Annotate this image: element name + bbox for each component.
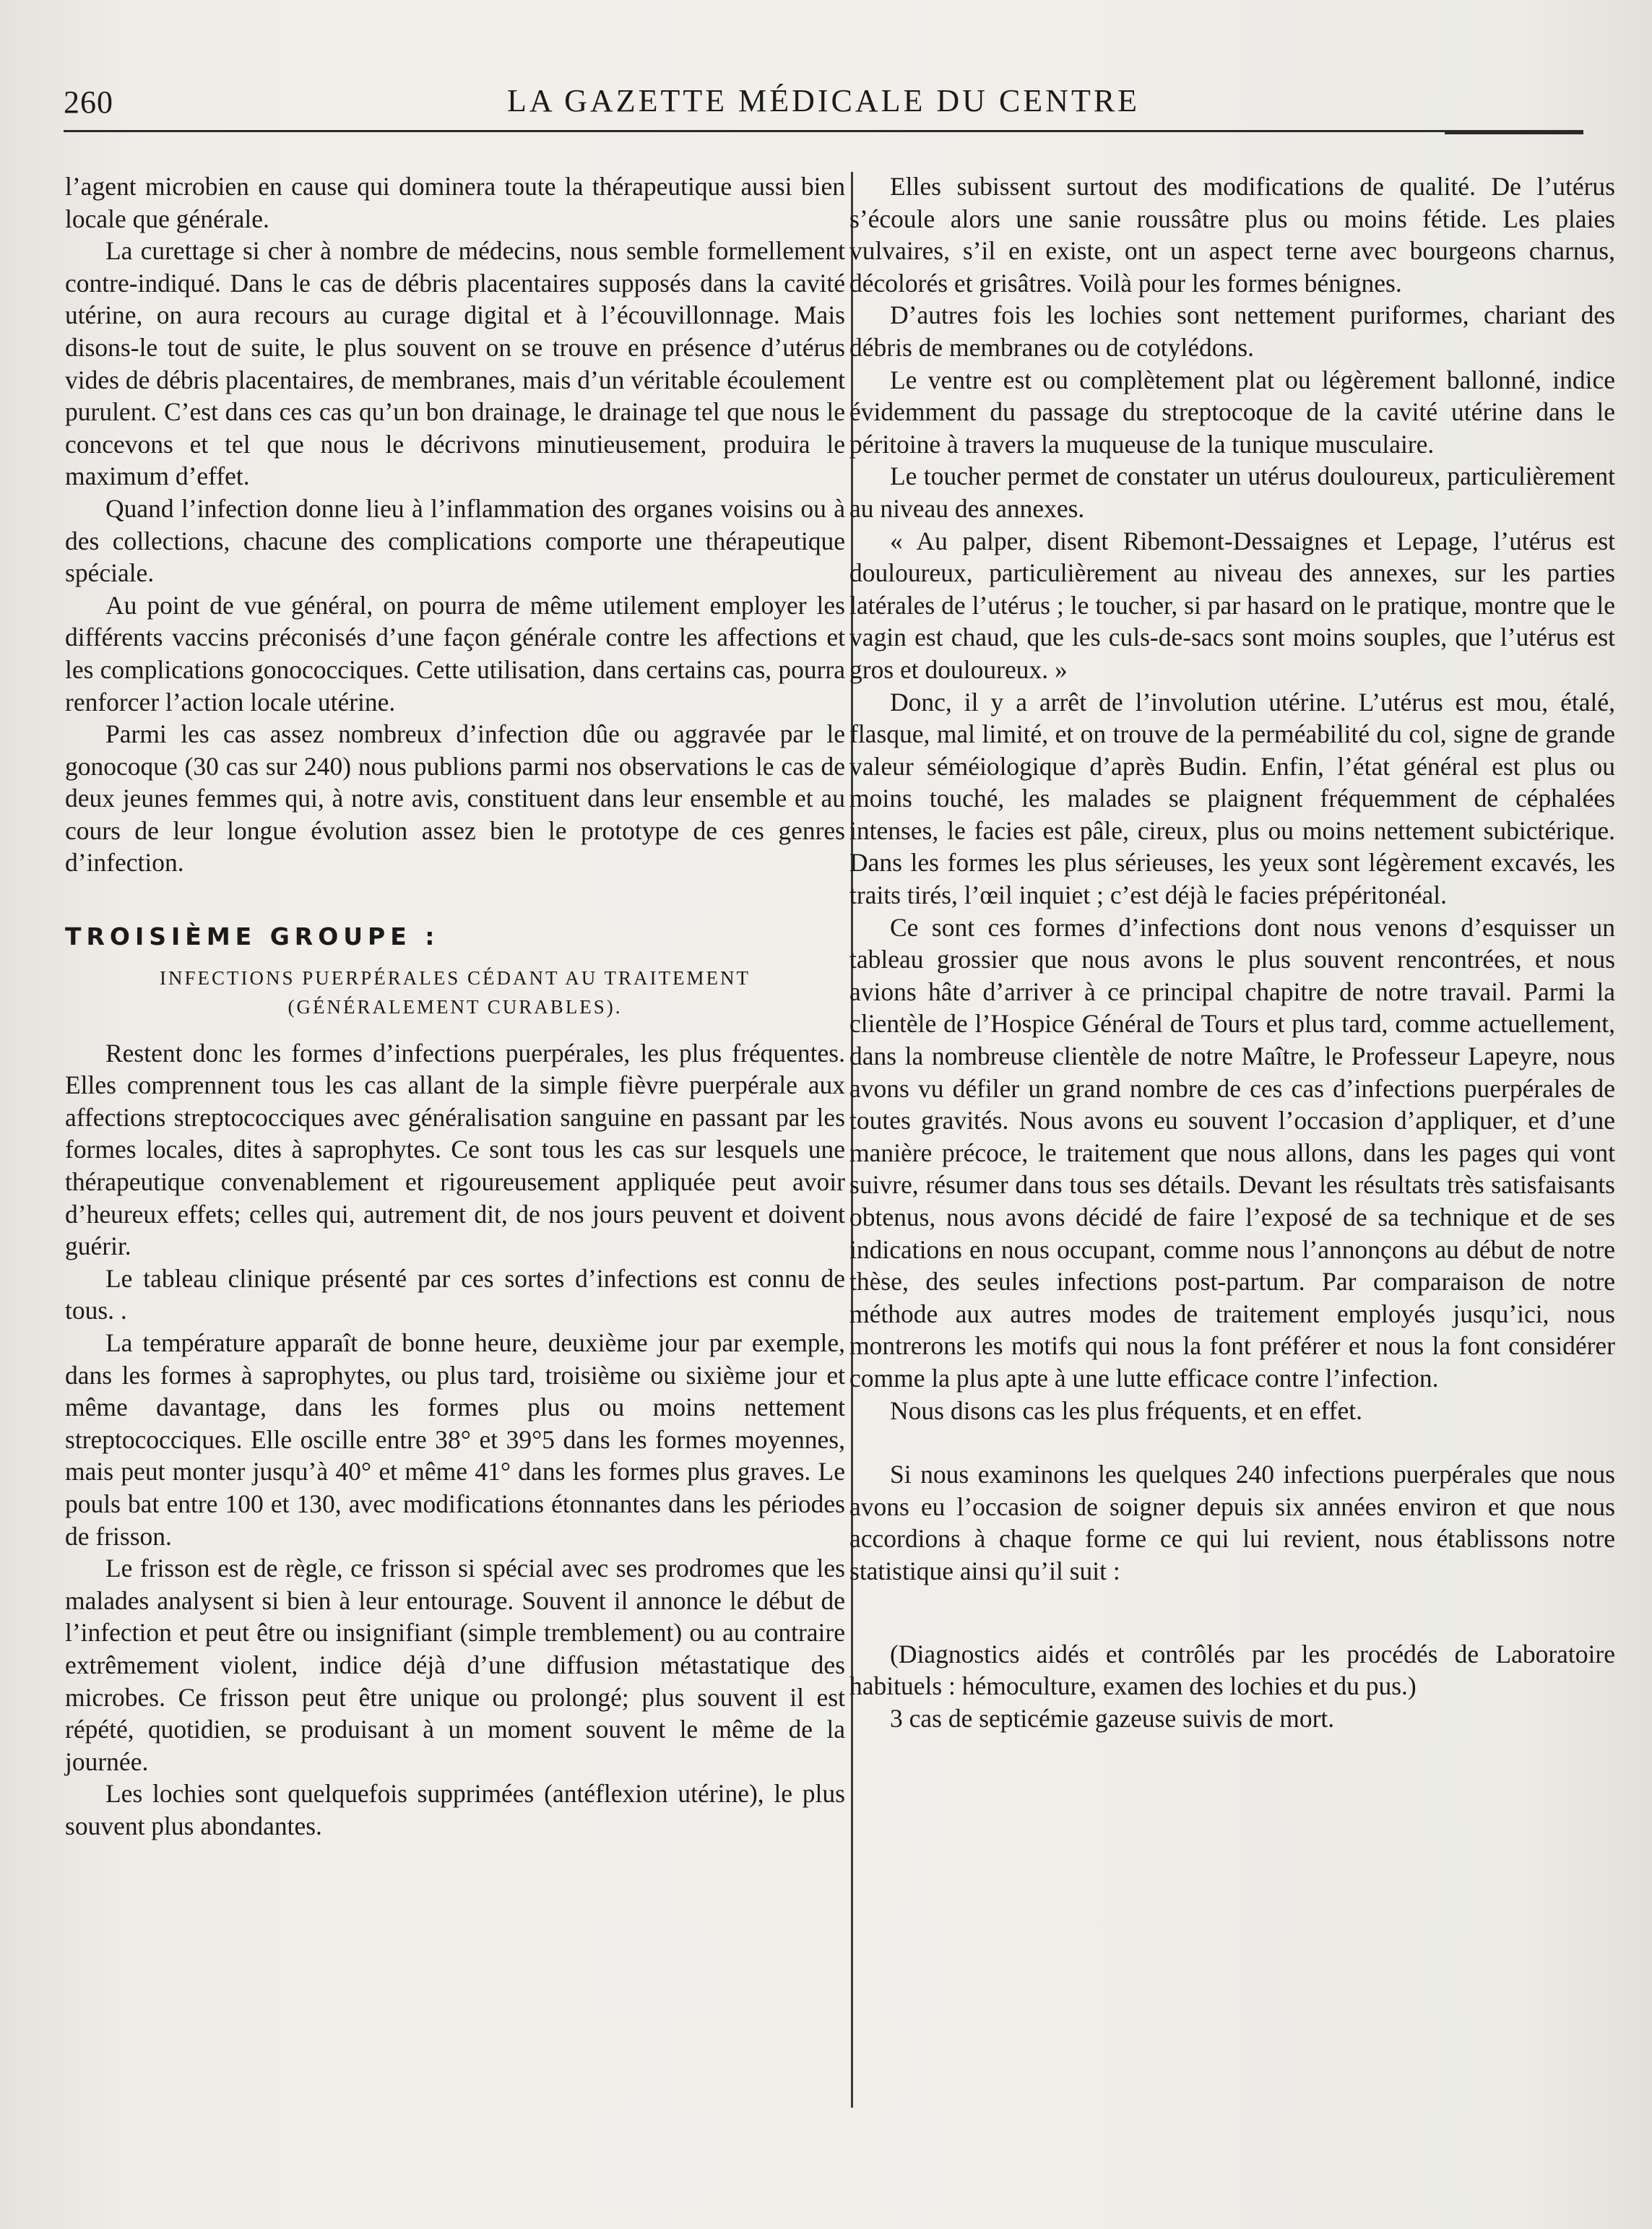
section-subtitle-line: INFECTIONS PUERPÉRALES CÉDANT AU TRAITEMENT	[159, 966, 751, 989]
paragraph: Les lochies sont quelquefois supprimées (antéflexion utérine), le plus souvent plus abondantes.	[65, 1779, 845, 1840]
paragraph: l’agent microbien en cause qui dominera toute la thérapeutique aussi bien locale que générale.	[65, 172, 845, 233]
paragraph: 3 cas de septicémie gazeuse suivis de mort.	[890, 1703, 1335, 1733]
paragraph: Parmi les cas assez nombreux d’infection dûe ou aggravée par le gonocoque (30 cas sur 240) nous publions parmi nos observations le cas de deux jeunes femmes qui, à notre avis, constituent dans leur ensemble et au cours de leur longue évolution assez bien le prototype de ces genres d’infection.	[65, 719, 845, 878]
journal-title: LA GAZETTE MÉDICALE DU CENTRE	[506, 83, 1141, 118]
paragraph: Nous disons cas les plus fréquents, et en effet.	[890, 1395, 1362, 1425]
paragraph: Le ventre est ou complètement plat ou légèrement ballonné, indice évidemment du passage du streptocoque de la cavité utérine dans le péritoine à travers la muqueuse de la tunique musculaire.	[849, 365, 1615, 459]
section-heading: TROISIÈME GROUPE :	[65, 922, 440, 951]
paragraph: La température apparaît de bonne heure, deuxième jour par exemple, dans les formes à saprophytes, ou plus tard, troisième ou sixième jour et même davantage, dans les formes plus ou moins nettement streptococciques. Elle oscille entre 38° et 39°5 dans les formes moyennes, mais peut monter jusqu’à 40° et même 41° dans les formes plus graves. Le pouls bat entre 100 et 130, avec modifications étonnantes dans les périodes de frisson.	[65, 1328, 845, 1551]
left-column	[65, 170, 845, 1843]
paragraph: Le frisson est de règle, ce frisson si spécial avec ses prodromes que les malades analysent si bien à leur entourage. Souvent il annonce le début de l’infection et peut être ou insignifiant (simple tremblement) ou au contraire extrêmement violent, indice déjà d’une diffusion métastatique des microbes. Ce frisson peut être unique ou prolongé; plus souvent il est répété, quotidien, se produisant à un moment souvent le même de la journée.	[65, 1554, 845, 1776]
paragraph: Elles subissent surtout des modifications de qualité. De l’utérus s’écoule alors une sanie roussâtre plus ou moins fétide. Les plaies vulvaires, s’il en existe, ont un aspect terne avec bourgeons charnus, décolorés et grisâtres. Voilà pour les formes bénignes.	[849, 172, 1615, 298]
paragraph: D’autres fois les lochies sont nettement puriformes, chariant des débris de membranes ou de cotylédons.	[849, 300, 1615, 362]
statistic-list	[849, 1638, 1615, 1735]
paragraph: Ce sont ces formes d’infections dont nous venons d’esquisser un tableau grossier que nous avons le plus souvent rencontrées, et nous avions hâte d’arriver à ce principal chapitre de notre travail. Parmi la clientèle de l’Hospice Général de Tours et plus tard, comme actuellement, dans la nombreuse clientèle de notre Maître, le Professeur Lapeyre, nous avons vu défiler un grand nombre de ces cas d’infections puerpérales de toutes gravités. Nous avons eu souvent l’occasion d’appliquer, et d’une manière précoce, le traitement que nous allons, dans les pages qui vont suivre, résumer dans tous ses détails. Devant les résultats très satisfaisants obtenus, nous avons décidé de faire l’exposé de sa technique et de ses indications en nous occupant, comme nous l’annonçons au début de notre thèse, des seules infections post-partum. Par comparaison de notre méthode aux autres modes de traitement employés jusqu’ici, nous montrerons les motifs qui nous la font préférer et nous la font considérer comme la plus apte à une lutte efficace contre l’infection.	[849, 912, 1615, 1393]
paragraph: Donc, il y a arrêt de l’involution utérine. L’utérus est mou, étalé, flasque, mal limité, et on trouve de la perméabilité du col, signe de grande valeur séméiologique d’après Budin. Enfin, l’état général est plus ou moins touché, les malades se plaignent fréquemment de céphalées intenses, le facies est pâle, cireux, plus ou moins nettement subictérique. Dans les formes les plus sérieuses, les yeux sont légèrement excavés, les traits tirés, l’œil inquiet ; c’est déjà le facies prépéritonéal.	[849, 687, 1615, 910]
paragraph: Le toucher permet de constater un utérus douloureux, particulièrement au niveau des annexes.	[849, 462, 1615, 523]
paragraph: Quand l’infection donne lieu à l’inflammation des organes voisins ou à des collections, chacune des complications comporte une thérapeutique spéciale.	[65, 493, 845, 588]
page-header	[64, 78, 1583, 121]
paragraph: « Au palper, disent Ribemont-Dessaignes et Lepage, l’utérus est douloureux, particulièrement au niveau des annexes, sur les parties latérales de l’utérus ; le toucher, si par hasard on le pratique, montre que le vagin est chaud, que les culs-de-sacs sont moins souples, que l’utérus est gros et douloureux. »	[849, 526, 1615, 684]
paragraph: Le tableau clinique présenté par ces sortes d’infections est connu de tous. .	[65, 1263, 845, 1325]
paragraph: Au point de vue général, on pourra de même utilement employer les différents vaccins préconisés d’une façon générale contre les affections et les complications gonococciques. Cette utilisation, dans certains cas, pourra renforcer l’action locale utérine.	[65, 590, 845, 717]
header-rule-thick	[1445, 130, 1583, 134]
page-number: 260	[64, 85, 113, 120]
header-rule	[64, 130, 1583, 132]
section-subtitle-line: (GÉNÉRALEMENT CURABLES).	[287, 995, 623, 1018]
section-subtitle	[65, 964, 845, 1021]
paragraph: Restent donc les formes d’infections puerpérales, les plus fréquentes. Elles comprennent tous les cas allant de la simple fièvre puerpérale aux affections streptococciques avec généralisation sanguine en passant par les formes locales, dites à saprophytes. Ce sont tous les cas sur lesquels une thérapeutique convenablement et rigoureusement appliquée peut avoir d’heureux effets; celles qui, autrement dit, de nos jours peuvent et doivent guérir.	[65, 1038, 845, 1261]
right-column	[849, 170, 1615, 1734]
paragraph: (Diagnostics aidés et contrôlés par les procédés de Laboratoire habituels : hémoculture, examen des lochies et du pus.)	[849, 1639, 1615, 1701]
paragraph: La curettage si cher à nombre de médecins, nous semble formellement contre-indiqué. Dans le cas de débris placentaires supposés dans la cavité utérine, on aura recours au curage digital et à l’écouvillonnage. Mais disons-le tout de suite, le plus souvent on se trouve en présence d’utérus vides de débris placentaires, de membranes, mais d’un véritable écoulement purulent. C’est dans ces cas qu’un bon drainage, le drainage tel que nous le concevons et tel que nous le décrivons minutieusement, produira le maximum d’effet.	[65, 236, 845, 491]
paragraph: Si nous examinons les quelques 240 infections puerpérales que nous avons eu l’occasion de soigner depuis six années environ et que nous accordions à chaque forme ce qui lui revient, nous établissons notre statistique ainsi qu’il suit :	[849, 1460, 1615, 1585]
